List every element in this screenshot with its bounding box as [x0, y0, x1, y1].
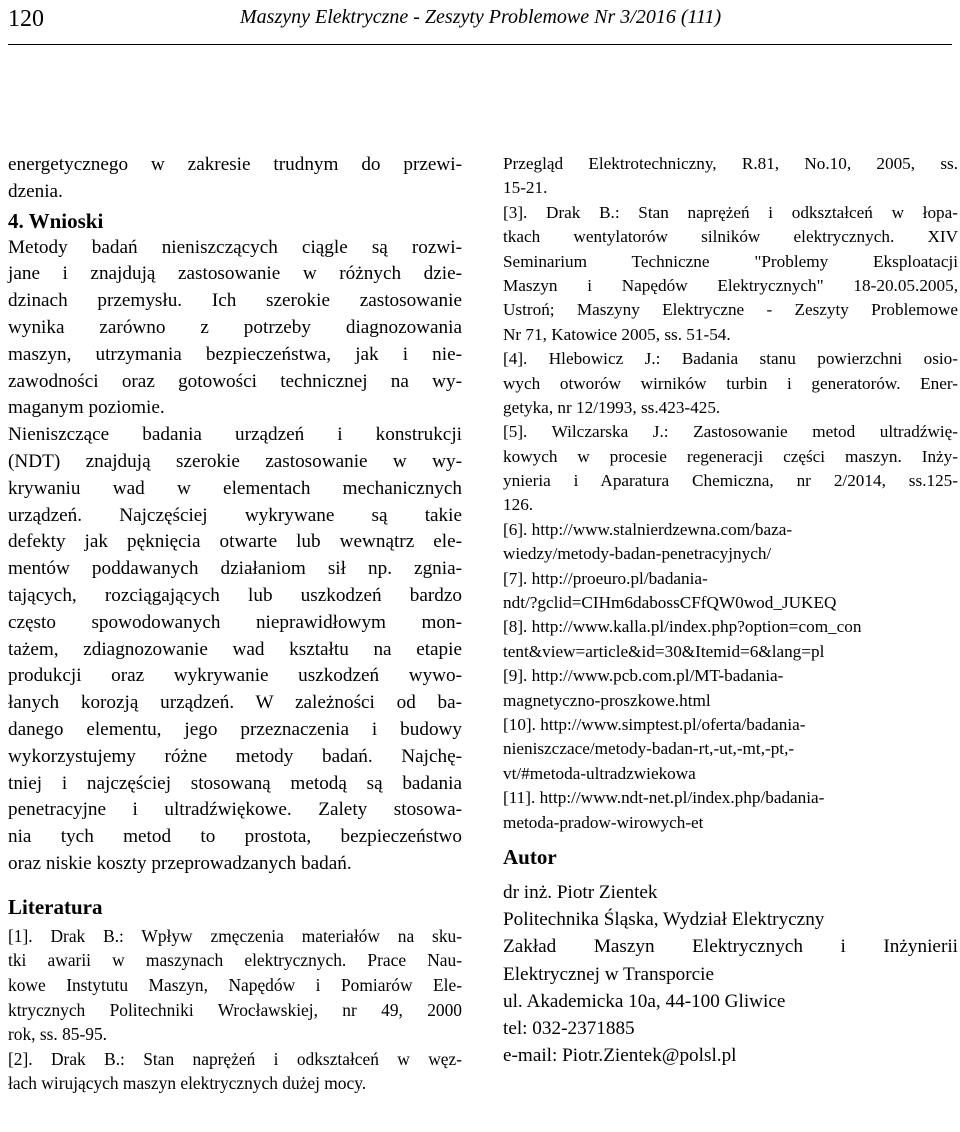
reference-line: [9]. http://www.pcb.com.pl/MT-badania-	[503, 666, 784, 686]
left-column	[8, 152, 462, 1096]
author-address: ul. Akademicka 10a, 44-100 Gliwice	[503, 990, 786, 1012]
reference-line: [8]. http://www.kalla.pl/index.php?option=com_con	[503, 617, 862, 637]
text-line: wykorzystujemy różne metody badań. Najchę-	[8, 745, 462, 767]
reference-line: [5]. Wilczarska J.: Zastosowanie metod ultradźwię-	[503, 422, 958, 442]
reference-line: magnetyczno-proszkowe.html	[503, 690, 711, 710]
author-heading: Autor	[503, 844, 557, 869]
text-line: (NDT) znajdują szerokie zastosowanie w wy-	[8, 450, 462, 472]
page-header	[0, 0, 960, 56]
reference-line: ktrycznych Politechniki Wrocławskiej, nr 49, 2000	[8, 999, 462, 1020]
reference-line: łach wirujących maszyn elektrycznych dużej mocy.	[8, 1073, 367, 1094]
text-line: maganym poziomie.	[8, 397, 165, 419]
text-line: dzenia.	[8, 180, 63, 202]
author-name: dr inż. Piotr Zientek	[503, 881, 658, 903]
author-email: e-mail: Piotr.Zientek@polsl.pl	[503, 1045, 737, 1067]
reference-line: kowe Instytutu Maszyn, Napędów i Pomiarów Ele-	[8, 974, 462, 995]
reference-line: wych otworów wirników turbin i generatorów. Ener-	[503, 373, 958, 393]
reference-line: getyka, nr 12/1993, ss.423-425.	[503, 397, 721, 417]
text-line: maszyn, utrzymania bezpieczeństwa, jak i nie-	[8, 343, 462, 365]
text-line: danego elementu, jego przeznaczenia i budowy	[8, 718, 462, 740]
reference-line: Seminarium Techniczne "Problemy Eksploatacji	[503, 251, 958, 271]
header-rule	[8, 44, 952, 45]
reference-line: vt/#metoda-ultradzwiekowa	[503, 763, 696, 783]
author-department-cont: Elektrycznej w Transporcie	[503, 963, 715, 985]
reference-line: [1]. Drak B.: Wpływ zmęczenia materiałów na sku-	[8, 925, 462, 946]
reference-line: Ustroń; Maszyny Elektryczne - Zeszyty Problemowe	[503, 300, 958, 320]
reference-line: rok, ss. 85-95.	[8, 1024, 108, 1045]
reference-line: [2]. Drak B.: Stan naprężeń i odkształceń w węz-	[8, 1048, 462, 1069]
reference-line: [4]. Hlebowicz J.: Badania stanu powierzchni osio-	[503, 349, 958, 369]
right-column	[503, 152, 958, 1069]
text-line: nia tych metod to prostota, bezpieczeństwo	[8, 826, 462, 848]
reference-line: [6]. http://www.stalnierdzewna.com/baza-	[503, 519, 793, 539]
reference-line: tkach wentylatorów silników elektrycznych. XIV	[503, 227, 958, 247]
text-line: krywaniu wad w elementach mechanicznych	[8, 477, 462, 499]
author-affiliation: Politechnika Śląska, Wydział Elektryczny	[503, 909, 825, 931]
text-line: penetracyjne i ultradźwiękowe. Zalety stosowa-	[8, 799, 462, 821]
reference-line: 126.	[503, 495, 534, 515]
text-line: energetycznego w zakresie trudnym do przewi-	[8, 154, 462, 175]
reference-line: [10]. http://www.simptest.pl/oferta/badania-	[503, 714, 806, 734]
reference-line: nieniszczace/metody-badan-rt,-ut,-mt,-pt,-	[503, 739, 795, 759]
author-department: Zakład Maszyn Elektrycznych i Inżynierii	[503, 936, 958, 958]
page-number: 120	[8, 6, 44, 32]
text-line: mentów poddawanych działaniom sił np. zgnia-	[8, 558, 462, 580]
reference-line: Przegląd Elektrotechniczny, R.81, No.10, 2005, ss.	[503, 154, 958, 173]
text-line: łanych korozją urządzeń. W zależności od ba-	[8, 692, 462, 714]
text-line: dzinach przemysłu. Ich szerokie zastosowanie	[8, 290, 462, 312]
conclusions-heading: 4. Wnioski	[8, 208, 104, 233]
text-line: oraz niskie koszty przeprowadzanych badań.	[8, 852, 352, 874]
text-line: tażem, zdiagnozowanie wad kształtu na etapie	[8, 638, 462, 660]
reference-line: [11]. http://www.ndt-net.pl/index.php/badania-	[503, 788, 825, 808]
text-line: defekty jak pęknięcia otwarte lub wewnątrz ele-	[8, 531, 462, 553]
text-line: wynika zarówno z potrzeby diagnozowania	[8, 316, 462, 338]
references-list	[8, 924, 462, 1096]
reference-line: Maszyn i Napędów Elektrycznych" 18-20.05.2005,	[503, 275, 958, 295]
text-line: tających, rozciągających lub uszkodzeń bardzo	[8, 584, 462, 606]
reference-line: tent&view=article&id=30&Itemid=6&lang=pl	[503, 641, 825, 661]
literature-heading: Literatura	[8, 894, 103, 919]
conclusions-body	[8, 235, 462, 878]
reference-line: [7]. http://proeuro.pl/badania-	[503, 568, 708, 588]
text-line: zawodności oraz gotowości technicznej na wy-	[8, 370, 462, 392]
references-list-continued	[503, 152, 958, 835]
reference-line: ndt/?gclid=CIHm6dabossCFfQW0wod_JUKEQ	[503, 593, 837, 613]
reference-line: wiedzy/metody-badan-penetracyjnych/	[503, 544, 772, 564]
reference-line: kowych w procesie regeneracji części maszyn. Inży-	[503, 446, 958, 466]
reference-line: tki awarii w maszynach elektrycznych. Prace Nau-	[8, 950, 462, 971]
text-line: Metody badań nieniszczących ciągle są rozwi-	[8, 236, 462, 258]
reference-line: [3]. Drak B.: Stan naprężeń i odkształceń w łopa-	[503, 202, 958, 222]
author-phone: tel: 032-2371885	[503, 1017, 635, 1039]
text-line: tniej i najczęściej stosowaną metodą są badania	[8, 772, 462, 794]
text-line: produkcji oraz wykrywanie uszkodzeń wywo-	[8, 665, 462, 687]
reference-line: Nr 71, Katowice 2005, ss. 51-54.	[503, 324, 731, 344]
journal-title: Maszyny Elektryczne - Zeszyty Problemowe Nr 3/2016 (111)	[240, 6, 722, 28]
text-line: urządzeń. Najczęściej wykrywane są takie	[8, 504, 462, 526]
text-line: jane i znajdują zastosowanie w różnych dzie-	[8, 263, 462, 285]
reference-line: ynieria i Aparatura Chemiczna, nr 2/2014, ss.125-	[503, 471, 958, 491]
author-block	[503, 879, 958, 1069]
reference-line: metoda-pradow-wirowych-et	[503, 812, 704, 832]
reference-line: 15-21.	[503, 178, 548, 198]
text-line: często spowodowanych nieprawidłowym mon-	[8, 611, 462, 633]
text-line: Nieniszczące badania urządzeń i konstrukcji	[8, 424, 462, 446]
intro-paragraph	[8, 152, 462, 206]
